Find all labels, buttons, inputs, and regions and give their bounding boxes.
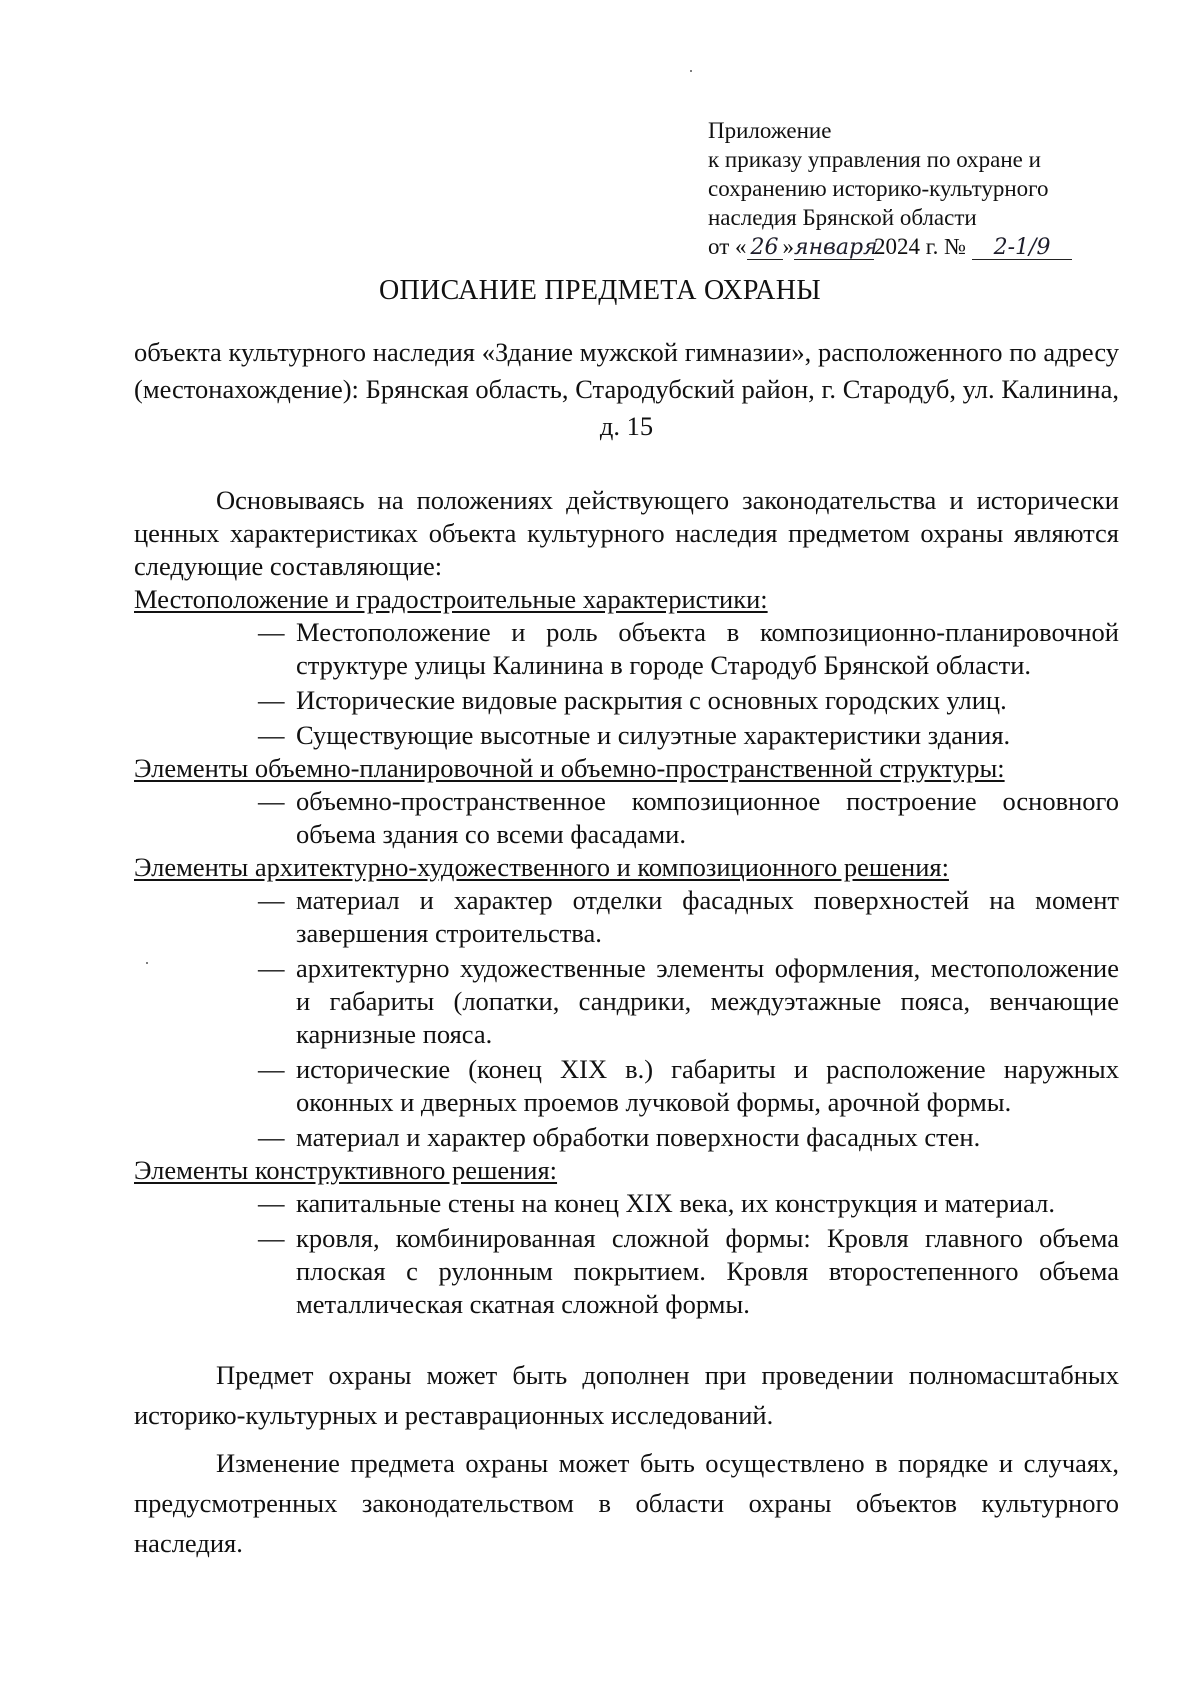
- dash-bullet: —: [258, 885, 285, 915]
- list-item: [258, 1222, 1119, 1321]
- list-item-text: исторические (конец XIX в.) габариты и расположение наружных оконных и дверных проемов лучковой формы, арочной формы.: [296, 1054, 1119, 1117]
- date-mid: »: [782, 234, 794, 259]
- intro-paragraph: Основываясь на положениях действующего законодательства и исторически ценных характеристиках объекта культурного наследия предметом охраны являются следующие составляющие:: [134, 485, 1119, 581]
- list-item-text: Местоположение и роль объекта в композиционно-планировочной структуре улицы Калинина в городе Стародуб Брянской области.: [296, 617, 1119, 680]
- order-number-handwritten: 2-1/9: [972, 237, 1072, 260]
- section-list-architecture: [134, 884, 1119, 1154]
- list-item: [258, 884, 1119, 950]
- list-item: [258, 1187, 1119, 1220]
- closing-paragraph-supplement: Предмет охраны может быть дополнен при проведении полномасштабных историко-культурных и реставрационных исследований.: [134, 1360, 1119, 1430]
- section-list-location: [134, 616, 1119, 752]
- section-list-volume: [134, 785, 1119, 851]
- appendix-authority-line: сохранению историко-культурного: [708, 176, 1049, 201]
- dash-bullet: —: [258, 685, 285, 715]
- section-heading-construction: Элементы конструктивного решения:: [134, 1155, 558, 1185]
- list-item-text: капитальные стены на конец XIX века, их конструкция и материал.: [296, 1188, 1055, 1218]
- closing-block: [134, 1355, 1119, 1563]
- list-item: [258, 785, 1119, 851]
- dash-bullet: —: [258, 617, 285, 647]
- section-heading-location: Местоположение и градостроительные характеристики:: [134, 584, 768, 614]
- list-item-text: материал и характер отделки фасадных поверхностей на момент завершения строительства.: [296, 885, 1119, 948]
- list-item-text: Существующие высотные и силуэтные характеристики здания.: [296, 720, 1011, 750]
- list-item: [258, 1053, 1119, 1119]
- list-item-text: объемно-пространственное композиционное построение основного объема здания со всеми фасадами.: [296, 786, 1119, 849]
- section-heading-volume: Элементы объемно-планировочной и объемно-пространственной структуры:: [134, 753, 1005, 783]
- list-item: [258, 684, 1119, 717]
- dash-bullet: —: [258, 786, 285, 816]
- appendix-date-line: [708, 232, 1128, 261]
- section-list-construction: [134, 1187, 1119, 1321]
- date-year: 2024 г. №: [874, 234, 967, 259]
- list-item-text: архитектурно художественные элементы оформления, местоположение и габариты (лопатки, сандрики, междуэтажные пояса, венчающие карнизные пояса.: [296, 953, 1119, 1049]
- list-item-text: Исторические видовые раскрытия с основных городских улиц.: [296, 685, 1007, 715]
- list-item: [258, 719, 1119, 752]
- list-item-text: материал и характер обработки поверхности фасадных стен.: [296, 1122, 981, 1152]
- list-item: [258, 952, 1119, 1051]
- date-month-handwritten: января: [794, 235, 878, 260]
- document-title: ОПИСАНИЕ ПРЕДМЕТА ОХРАНЫ: [379, 275, 821, 306]
- appendix-order-line: к приказу управления по охране и: [708, 147, 1041, 172]
- dash-bullet: —: [258, 1188, 285, 1218]
- date-prefix: от «: [708, 234, 747, 259]
- dash-bullet: —: [258, 1223, 285, 1253]
- appendix-label: Приложение: [708, 118, 832, 143]
- dash-bullet: —: [258, 1122, 285, 1152]
- document-body: [134, 484, 1119, 1321]
- scan-speck: [690, 70, 692, 72]
- appendix-header: [708, 116, 1128, 261]
- dash-bullet: —: [258, 720, 285, 750]
- list-item: [258, 1121, 1119, 1154]
- list-item-text: кровля, комбинированная сложной формы: Кровля главного объема плоская с рулонным покрытием. Кровля второстепенного объема металлическая скатная сложной формы.: [296, 1223, 1119, 1319]
- dash-bullet: —: [258, 1054, 285, 1084]
- list-item: [258, 616, 1119, 682]
- date-day-handwritten: 26: [747, 237, 783, 260]
- appendix-region-line: наследия Брянской области: [708, 205, 977, 230]
- object-subject: объекта культурного наследия «Здание мужской гимназии», расположенного по адресу (местонахождение): Брянская область, Стародубский район, г. Стародуб, ул. Калинина, д. 15: [134, 337, 1119, 441]
- section-heading-architecture: Элементы архитектурно-художественного и композиционного решения:: [134, 852, 949, 882]
- closing-paragraph-change: Изменение предмета охраны может быть осуществлено в порядке и случаях, предусмотренных законодательством в области охраны объектов культурного наследия.: [134, 1448, 1119, 1558]
- dash-bullet: —: [258, 953, 285, 983]
